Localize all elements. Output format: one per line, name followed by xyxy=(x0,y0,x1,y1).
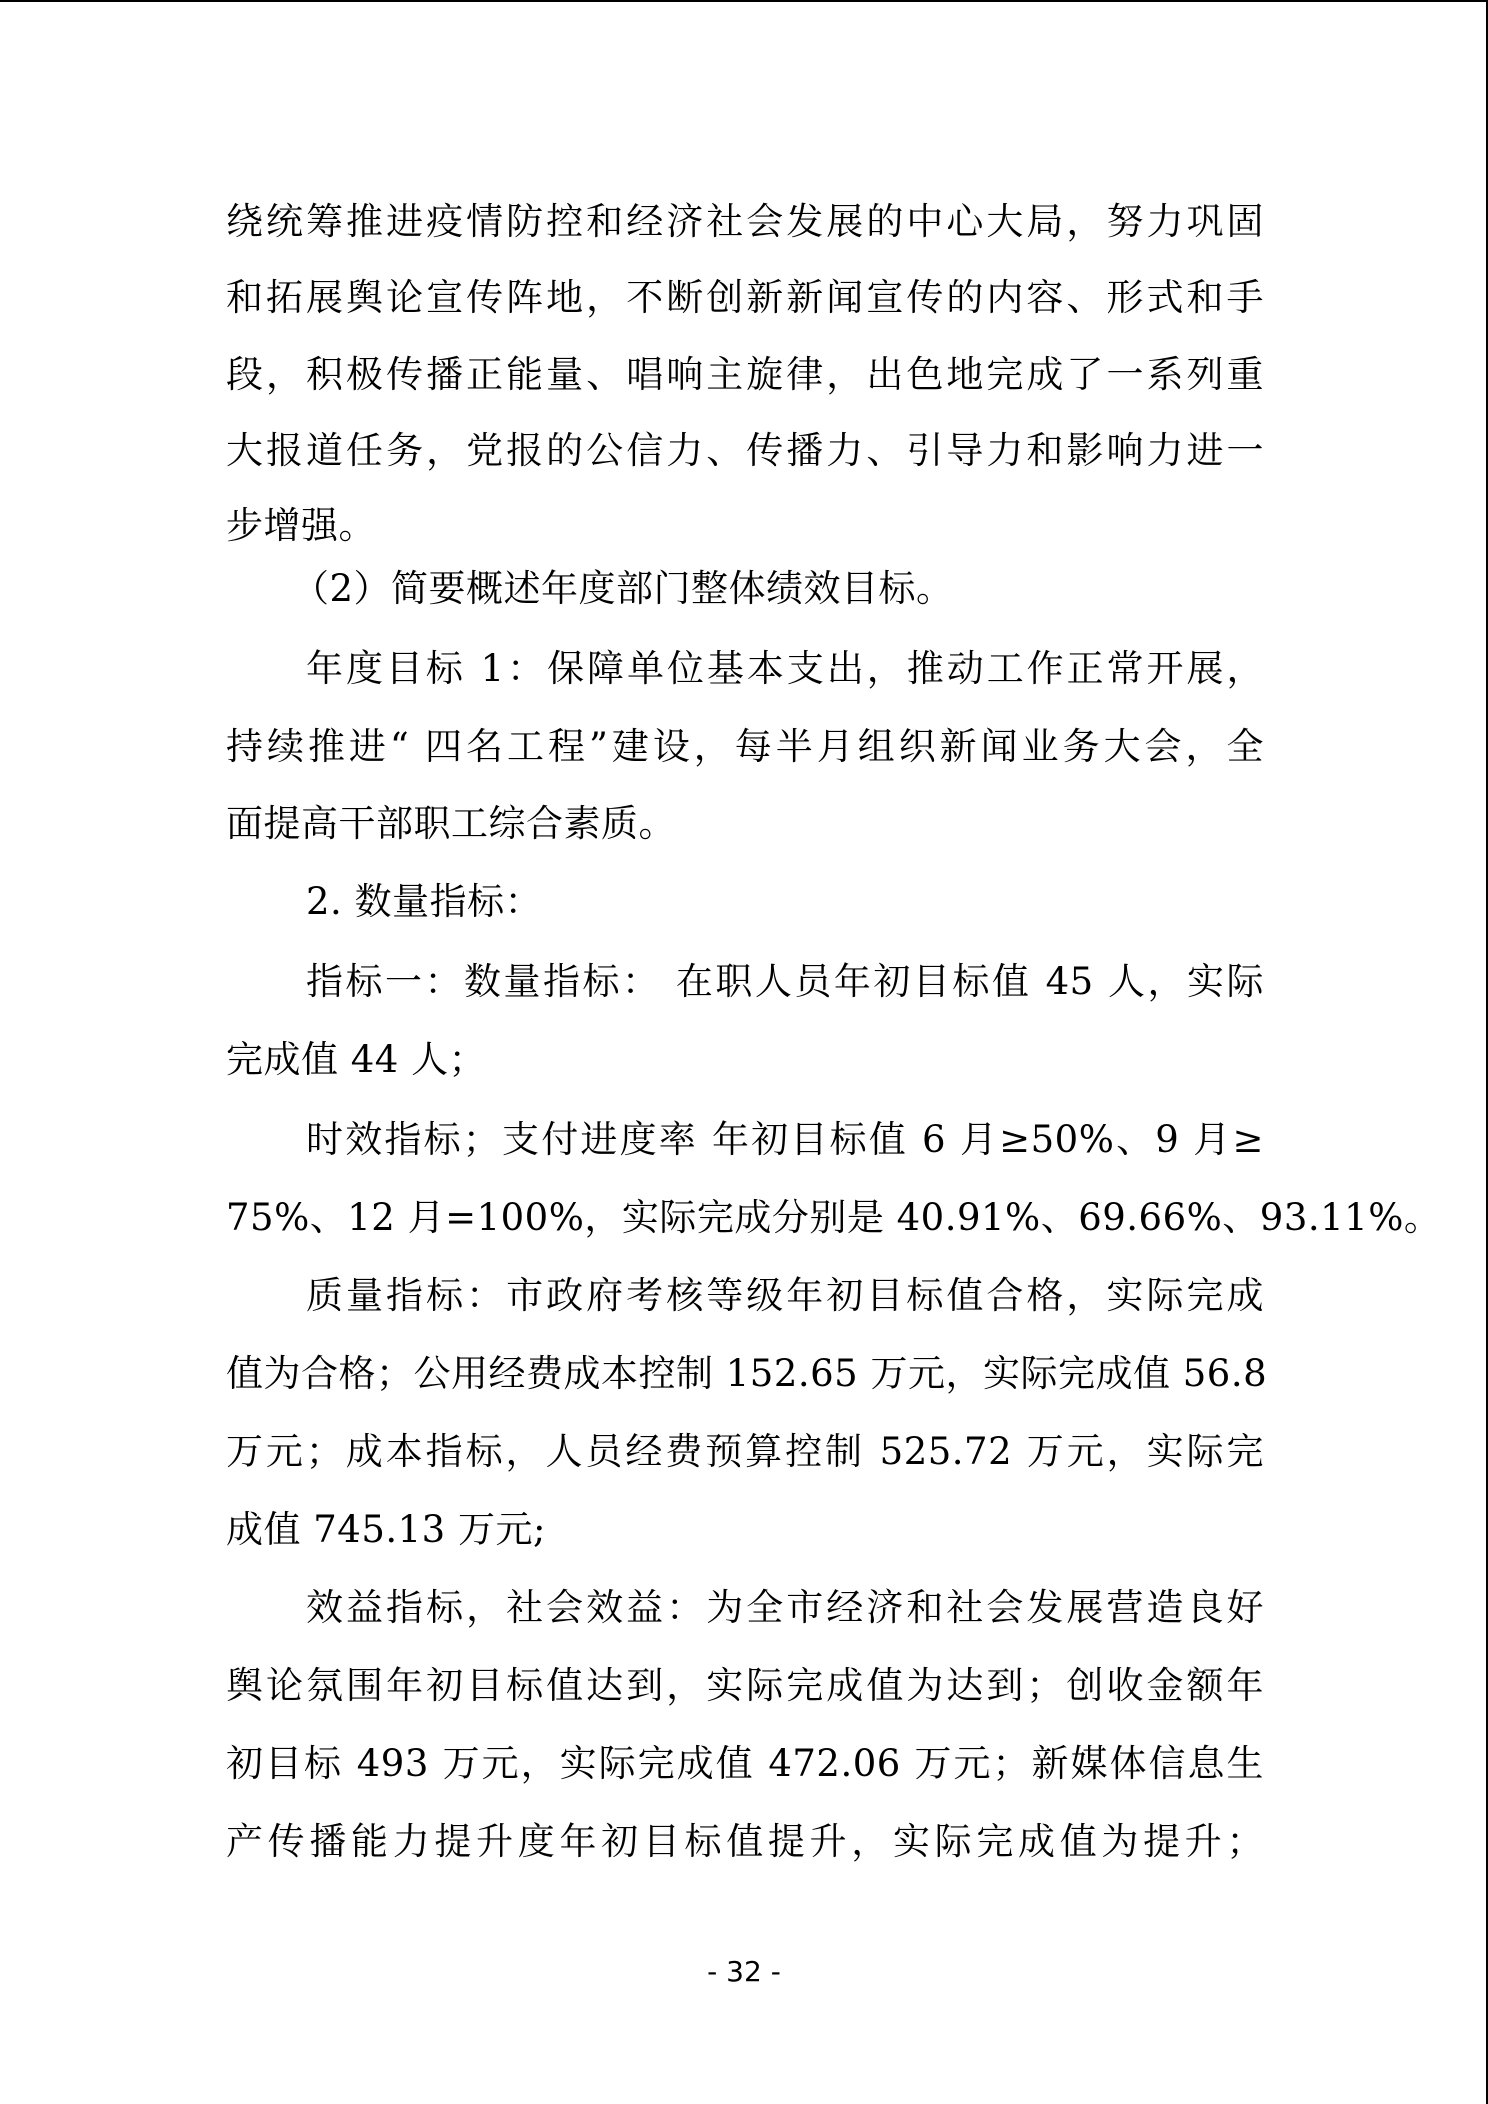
text-line: 绕统筹推进疫情防控和经济社会发展的中心大局，努力巩固 xyxy=(226,200,1264,243)
text-line: 面提高干部职工综合素质。 xyxy=(226,802,676,845)
text-line: 2. 数量指标： xyxy=(306,880,543,923)
text-line: 年度目标 1：保障单位基本支出，推动工作正常开展， xyxy=(306,647,1264,690)
text-line: 和拓展舆论宣传阵地，不断创新新闻宣传的内容、形式和手 xyxy=(226,276,1264,319)
text-line: 75%、12 月=100%，实际完成分别是 40.91%、69.66%、93.11%。 xyxy=(226,1196,1442,1239)
text-line: 大报道任务，党报的公信力、传播力、引导力和影响力进一 xyxy=(226,429,1264,472)
page-number: - 32 - xyxy=(707,1955,781,1988)
text-line: 段，积极传播正能量、唱响主旋律，出色地完成了一系列重 xyxy=(226,353,1264,396)
text-line: 时效指标；支付进度率 年初目标值 6 月≥50%、9 月≥ xyxy=(306,1118,1264,1161)
text-line: 质量指标：市政府考核等级年初目标值合格，实际完成 xyxy=(306,1274,1264,1317)
text-line: 成值 745.13 万元; xyxy=(226,1508,546,1551)
text-line: 值为合格；公用经费成本控制 152.65 万元，实际完成值 56.8 xyxy=(226,1352,1268,1395)
text-line: 万元；成本指标，人员经费预算控制 525.72 万元，实际完 xyxy=(226,1430,1264,1473)
text-line: 初目标 493 万元，实际完成值 472.06 万元；新媒体信息生 xyxy=(226,1742,1264,1785)
text-line: 效益指标，社会效益：为全市经济和社会发展营造良好 xyxy=(306,1586,1264,1629)
text-line: 舆论氛围年初目标值达到，实际完成值为达到；创收金额年 xyxy=(226,1664,1264,1707)
text-line: （2）简要概述年度部门整体绩效目标。 xyxy=(292,567,954,610)
text-line: 指标一：数量指标： 在职人员年初目标值 45 人，实际 xyxy=(306,960,1264,1003)
text-line: 步增强。 xyxy=(226,504,376,547)
text-line: 完成值 44 人； xyxy=(226,1038,487,1081)
text-line: 产传播能力提升度年初目标值提升，实际完成值为提升； xyxy=(226,1820,1264,1863)
text-line: 持续推进“ 四名工程”建设，每半月组织新闻业务大会，全 xyxy=(226,725,1264,768)
